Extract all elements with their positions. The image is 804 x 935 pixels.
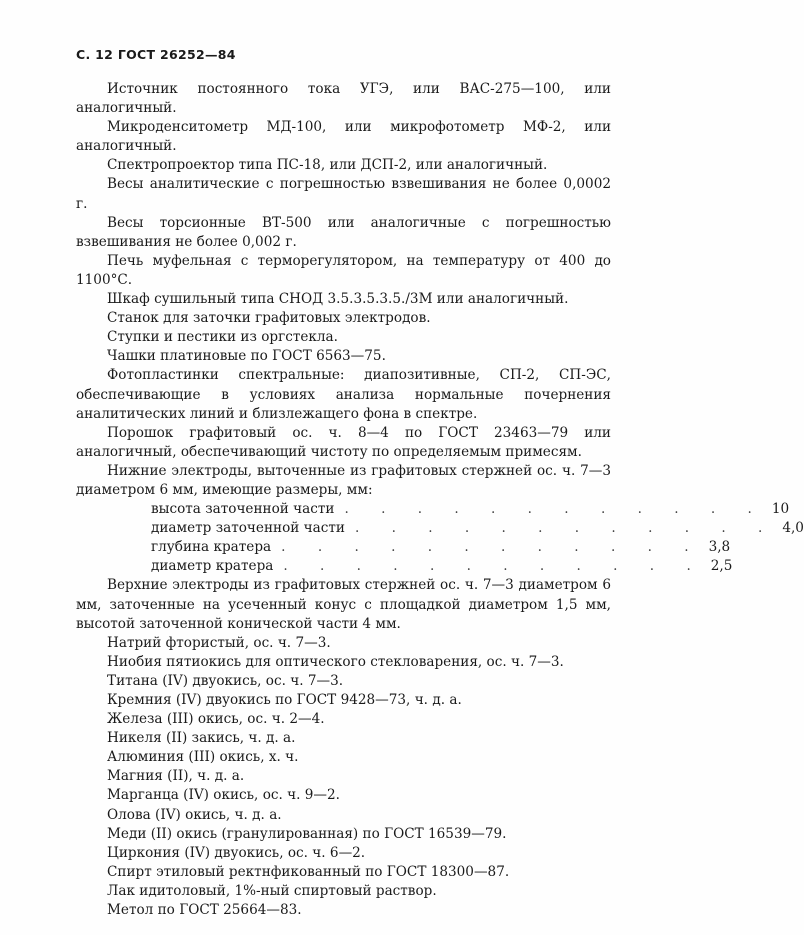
paragraph: Железа (III) окись, ос. ч. 2—4. <box>107 711 325 728</box>
paragraph: Спектропроектор типа ПС-18, или ДСП-2, или аналогичный. <box>107 157 548 174</box>
paragraph: Микроденситометр МД-100, или микрофотометр МФ-2, или аналогичный. <box>76 119 611 155</box>
leader-dots: . . . . . . . . . . . . <box>344 501 766 518</box>
paragraph: Чашки платиновые по ГОСТ 6563—75. <box>107 348 386 365</box>
leader-dots: . . . . . . . . . . . . <box>281 539 703 556</box>
dimension-label: глубина кратера <box>151 539 272 556</box>
paragraph: Нижние электроды, выточенные из графитовых стержней ос. ч. 7—3 диаметром 6 мм, имеющие размеры, мм: <box>76 462 611 498</box>
paragraph: Лак идитоловый, 1%-ный спиртовый раствор. <box>107 882 437 899</box>
paragraph: Спирт этиловый ректнфикованный по ГОСТ 18300—87. <box>107 863 510 880</box>
page-header: С. 12 ГОСТ 26252—84 <box>76 47 236 62</box>
paragraph: Циркония (IV) двуокись, ос. ч. 6—2. <box>107 844 366 861</box>
paragraph: Алюминия (III) окись, х. ч. <box>107 749 299 766</box>
paragraph: Верхние электроды из графитовых стержней ос. ч. 7—3 диаметром 6 мм, заточенные на усеченный конус с площадкой диаметром 1,5 мм, высотой заточенной конической части 4 мм. <box>76 577 611 632</box>
body-text <box>76 80 804 920</box>
dimension-label: диаметр кратера <box>151 558 274 575</box>
leader-dots: . . . . . . . . . . . . <box>354 520 777 537</box>
paragraph: Ниобия пятиокись для оптического стекловарения, ос. ч. 7—3. <box>107 653 564 670</box>
paragraphs-b <box>76 576 611 920</box>
dimension-label: высота заточенной части <box>151 501 335 518</box>
paragraph: Метол по ГОСТ 25664—83. <box>107 902 302 919</box>
dimension-row <box>151 500 790 519</box>
dimension-value: 3,8 <box>708 539 731 556</box>
dimension-label: диаметр заточенной части <box>151 520 345 537</box>
dimension-row <box>151 557 733 576</box>
paragraph: Титана (IV) двуокись, ос. ч. 7—3. <box>107 672 344 689</box>
paragraph: Весы аналитические с погрешностью взвешивания не более 0,0002 г. <box>76 176 611 212</box>
paragraph: Весы торсионные ВТ-500 или аналогичные с погрешностью взвешивания не более 0,002 г. <box>76 214 611 250</box>
electrode-dimensions-list <box>151 500 804 576</box>
paragraphs-a <box>76 80 611 500</box>
paragraph: Кремния (IV) двуокись по ГОСТ 9428—73, ч. д. а. <box>107 692 462 708</box>
paragraph: Источник постоянного тока УГЭ, или ВАС-275—100, или аналогичный. <box>76 81 611 117</box>
paragraph: Порошок графитовый ос. ч. 8—4 по ГОСТ 23463—79 или аналогичный, обеспечивающий чистоту по определяемым примесям. <box>76 424 611 460</box>
paragraph: Марганца (IV) окись, ос. ч. 9—2. <box>107 787 340 804</box>
dimension-value: 10 <box>771 501 790 518</box>
dimension-value: 4,0 <box>782 520 804 537</box>
paragraph: Фотопластинки спектральные: диапозитивные, СП-2, СП-ЭС, обеспечивающие в условиях анализа нормальные почернения аналитических линий и близлежащего фона в спектре. <box>76 367 611 422</box>
paragraph: Олова (IV) окись, ч. д. а. <box>107 806 282 823</box>
dimension-value: 2,5 <box>710 558 733 575</box>
paragraph: Натрий фтористый, ос. ч. 7—3. <box>107 634 331 651</box>
paragraph: Станок для заточки графитовых электродов. <box>107 310 431 327</box>
leader-dots: . . . . . . . . . . . . <box>283 558 705 575</box>
paragraph: Меди (II) окись (гранулированная) по ГОСТ 16539—79. <box>107 825 507 842</box>
dimension-row <box>151 538 731 557</box>
paragraph: Никеля (II) закись, ч. д. а. <box>107 730 296 747</box>
paragraph: Печь муфельная с терморегулятором, на температуру от 400 до 1100°С. <box>76 252 611 288</box>
paragraph: Магния (II), ч. д. а. <box>107 768 245 785</box>
paragraph: Шкаф сушильный типа СНОД 3.5.3.5.3.5./3М или аналогичный. <box>107 291 569 308</box>
paragraph: Ступки и пестики из оргстекла. <box>107 329 338 346</box>
dimension-row <box>151 519 804 538</box>
